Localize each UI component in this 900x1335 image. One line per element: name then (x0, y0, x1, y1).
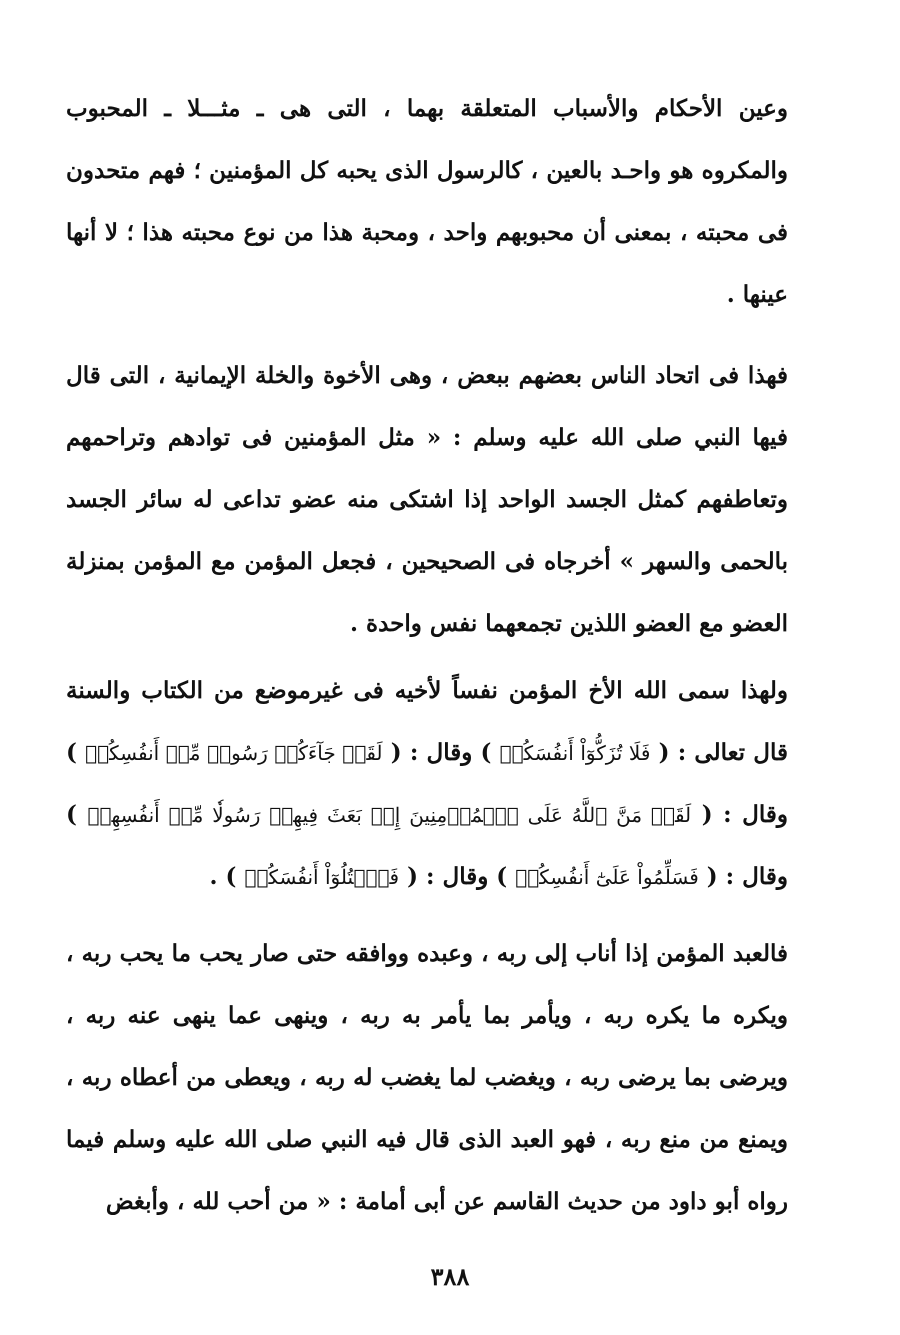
quran-verse-1: فَلَا تُزَكُّوٓاْ أَنفُسَكُمۡ (499, 741, 651, 765)
paragraph-2-text: فهذا فى اتحاد الناس بعضهم ببعض ، وهى الأخوة والخلة الإيمانية ، التى قال فيها النبي صلى الله عليه وسلم : « مثل المؤمنين فى توادهم وتراحمهم وتعاطفهم كمثل الجسد الواحد إذا اشتكى منه عضو تداعى له سائر الجسد بالحمى والسهر » أخرجاه فى الصحيحين ، فجعل المؤمن مع المؤمن بمنزلة العضو مع العضو اللذين تجمعهما نفس واحدة . (66, 362, 788, 637)
paragraph-3-connector-1: ) وقال : ( (390, 739, 492, 766)
page-number: ٣٨٨ (430, 1262, 470, 1291)
paragraph-3-connector-4: ) وقال : ( (407, 863, 508, 890)
quran-verse-3: لَقَدۡ مَنَّ ٱللَّهُ عَلَى ٱلۡمُؤۡمِنِينَ إِذۡ بَعَثَ فِيهِمۡ رَسُولٗا مِّنۡ أَنفُسِهِمۡ (87, 803, 692, 827)
paragraph-1 (66, 78, 788, 326)
paragraph-4 (66, 923, 788, 1233)
quran-verse-2: لَقَدۡ جَآءَكُمۡ رَسُولٞ مِّنۡ أَنفُسِكُمۡ (85, 741, 383, 765)
quran-verse-4: فَسَلِّمُواْ عَلَىٰٓ أَنفُسِكُمۡ (515, 865, 699, 889)
paragraph-2 (66, 345, 788, 655)
paragraph-3 (66, 660, 788, 908)
paragraph-3-connector-3: ) وقال : ( (66, 801, 788, 890)
quran-verse-5: فَٱقۡتُلُوٓاْ أَنفُسَكُمۡ (244, 865, 400, 889)
paragraph-1-text: وعين الأحكام والأسباب المتعلقة بهما ، التى هى ـ مثـــلا ـ المحبوب والمكروه هو واحـد بالعين ، كالرسول الذى يحبه كل المؤمنين ؛ فهم متحدون فى محبته ، بمعنى أن محبوبهم واحد ، ومحبة هذا من نوع محبته هذا ؛ لا أنها عينها . (66, 95, 788, 308)
paragraph-3-text (66, 660, 788, 908)
paragraph-3-connector-2: ) وقال : ( (66, 739, 788, 828)
paragraph-3-lead: ولهذا سمى الله الأخ المؤمن نفساً لأخيه فى غيرموضع من الكتاب والسنة قال تعالى : ( (66, 677, 789, 766)
paragraph-3-tail: ) . (209, 863, 237, 890)
paragraph-4-text: فالعبد المؤمن إذا أناب إلى ربه ، وعبده ووافقه حتى صار يحب ما يحب ربه ، ويكره ما يكره ربه ، ويأمر بما يأمر به ربه ، وينهى عما ينهى عنه ربه ، ويرضى بما يرضى ربه ، ويغضب لما يغضب له ربه ، ويعطى من أعطاه ربه ، ويمنع من منع ربه ، فهو العبد الذى قال فيه النبي صلى الله عليه وسلم فيما رواه أبو داود من حديث القاسم عن أبى أمامة : « من أحب لله ، وأبغض (66, 940, 788, 1215)
